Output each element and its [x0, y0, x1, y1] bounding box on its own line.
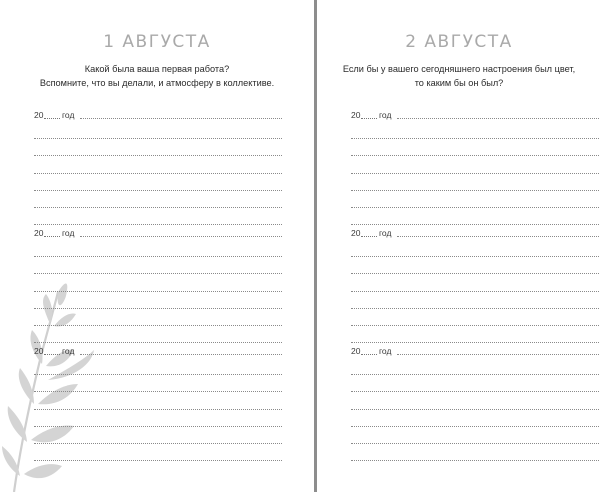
year-line	[34, 226, 282, 240]
year-line	[351, 344, 599, 358]
year-prefix: 20	[34, 228, 44, 238]
year-input[interactable]	[44, 354, 60, 355]
year-input[interactable]	[361, 236, 377, 237]
writing-line[interactable]	[34, 122, 282, 139]
year-input[interactable]	[361, 354, 377, 355]
writing-line[interactable]	[351, 375, 599, 392]
entry-block	[34, 226, 282, 343]
writing-line[interactable]	[34, 174, 282, 191]
writing-line[interactable]	[34, 156, 282, 173]
year-suffix: год	[62, 228, 75, 238]
writing-line[interactable]	[351, 156, 599, 173]
entry-block	[351, 344, 599, 461]
question-line: Какой была ваша первая работа?	[84, 64, 230, 74]
entry-block	[34, 344, 282, 461]
writing-line[interactable]	[351, 292, 599, 309]
year-line	[34, 108, 282, 122]
writing-line[interactable]	[34, 427, 282, 444]
year-suffix: год	[379, 110, 392, 120]
writing-line[interactable]	[397, 236, 599, 237]
writing-line[interactable]	[34, 358, 282, 375]
writing-line[interactable]	[351, 122, 599, 139]
writing-line[interactable]	[34, 326, 282, 343]
year-line	[34, 344, 282, 358]
writing-line[interactable]	[351, 139, 599, 156]
year-line	[351, 226, 599, 240]
writing-line[interactable]	[351, 410, 599, 427]
date-heading: 2 АВГУСТА	[405, 32, 513, 52]
writing-line[interactable]	[34, 139, 282, 156]
page-divider	[314, 0, 317, 492]
question-line: Вспомните, что вы делали, и атмосферу в коллективе.	[39, 78, 275, 88]
right-page	[318, 0, 600, 492]
writing-line[interactable]	[397, 354, 599, 355]
question-line: то каким бы он был?	[414, 78, 504, 88]
writing-line[interactable]	[34, 392, 282, 409]
year-input[interactable]	[361, 118, 377, 119]
daily-question	[0, 62, 314, 90]
daily-question	[318, 62, 600, 90]
writing-line[interactable]	[351, 444, 599, 461]
writing-line[interactable]	[34, 240, 282, 257]
entry-block	[351, 226, 599, 343]
writing-line[interactable]	[351, 208, 599, 225]
writing-line[interactable]	[80, 354, 282, 355]
year-suffix: год	[62, 346, 75, 356]
writing-line[interactable]	[34, 375, 282, 392]
writing-line[interactable]	[351, 309, 599, 326]
year-prefix: 20	[34, 346, 44, 356]
year-input[interactable]	[44, 118, 60, 119]
year-suffix: год	[379, 346, 392, 356]
writing-line[interactable]	[351, 174, 599, 191]
writing-line[interactable]	[34, 444, 282, 461]
writing-line[interactable]	[351, 326, 599, 343]
year-line	[351, 108, 599, 122]
year-prefix: 20	[351, 228, 361, 238]
writing-line[interactable]	[34, 208, 282, 225]
year-suffix: год	[379, 228, 392, 238]
writing-line[interactable]	[34, 309, 282, 326]
year-suffix: год	[62, 110, 75, 120]
year-prefix: 20	[34, 110, 44, 120]
writing-line[interactable]	[34, 257, 282, 274]
year-prefix: 20	[351, 346, 361, 356]
year-prefix: 20	[351, 110, 361, 120]
writing-line[interactable]	[351, 240, 599, 257]
writing-line[interactable]	[397, 118, 599, 119]
writing-line[interactable]	[351, 257, 599, 274]
year-input[interactable]	[44, 236, 60, 237]
writing-line[interactable]	[34, 191, 282, 208]
date-heading: 1 АВГУСТА	[103, 32, 211, 52]
writing-line[interactable]	[34, 410, 282, 427]
entry-block	[351, 108, 599, 225]
writing-line[interactable]	[34, 274, 282, 291]
writing-line[interactable]	[351, 274, 599, 291]
question-line: Если бы у вашего сегодняшнего настроения был цвет,	[342, 64, 576, 74]
writing-line[interactable]	[34, 292, 282, 309]
writing-line[interactable]	[351, 427, 599, 444]
writing-line[interactable]	[80, 236, 282, 237]
writing-line[interactable]	[80, 118, 282, 119]
writing-line[interactable]	[351, 191, 599, 208]
writing-line[interactable]	[351, 358, 599, 375]
writing-line[interactable]	[351, 392, 599, 409]
entry-block	[34, 108, 282, 225]
